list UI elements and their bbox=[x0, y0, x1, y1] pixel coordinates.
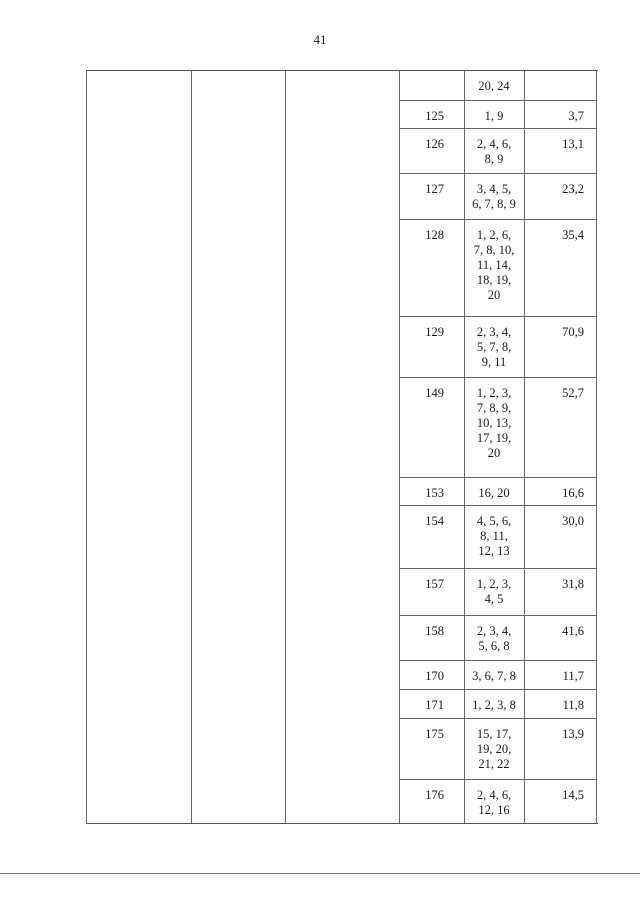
row-value: 31,8 bbox=[562, 577, 584, 591]
row-value-cell bbox=[524, 79, 596, 94]
column-divider bbox=[285, 71, 286, 823]
row-id-cell bbox=[400, 79, 464, 94]
table-row bbox=[400, 129, 597, 174]
row-value-cell bbox=[524, 109, 596, 124]
table-row bbox=[400, 317, 597, 378]
row-id: 157 bbox=[425, 577, 444, 591]
row-value: 11,8 bbox=[562, 698, 584, 712]
table-row bbox=[400, 101, 597, 129]
table-row bbox=[400, 616, 597, 661]
table-row bbox=[400, 506, 597, 569]
row-value: 70,9 bbox=[562, 325, 584, 339]
row-value: 16,6 bbox=[562, 486, 584, 500]
row-id: 158 bbox=[425, 624, 444, 638]
table-row bbox=[400, 478, 597, 506]
table-row bbox=[400, 71, 597, 101]
row-value: 14,5 bbox=[562, 788, 584, 802]
table-row bbox=[400, 661, 597, 690]
row-id-cell bbox=[400, 137, 464, 152]
table-row bbox=[400, 569, 597, 616]
page-number: 41 bbox=[313, 32, 327, 47]
row-value: 3,7 bbox=[568, 109, 584, 123]
row-value: 30,0 bbox=[562, 514, 584, 528]
row-id-cell bbox=[400, 228, 464, 243]
footer-rule bbox=[0, 873, 640, 874]
table-row bbox=[400, 220, 597, 317]
row-id: 149 bbox=[425, 386, 444, 400]
column-divider bbox=[191, 71, 192, 823]
row-number-list: 3, 4, 5, 6, 7, 8, 9 bbox=[472, 182, 516, 211]
row-number-list: 3, 6, 7, 8 bbox=[472, 669, 516, 683]
row-id-cell bbox=[400, 109, 464, 124]
row-number-list: 2, 4, 6, 12, 16 bbox=[476, 788, 512, 817]
table-row bbox=[400, 690, 597, 719]
row-value-cell bbox=[524, 325, 596, 340]
table-row bbox=[400, 719, 597, 780]
row-number-list: 15, 17, 19, 20, 21, 22 bbox=[476, 727, 512, 771]
row-value: 41,6 bbox=[562, 624, 584, 638]
row-id-cell bbox=[400, 727, 464, 742]
row-value: 52,7 bbox=[562, 386, 584, 400]
row-value-cell bbox=[524, 182, 596, 197]
row-value: 13,9 bbox=[562, 727, 584, 741]
row-value-cell bbox=[524, 486, 596, 501]
row-id-cell bbox=[400, 624, 464, 639]
row-id: 170 bbox=[425, 669, 444, 683]
row-value-cell bbox=[524, 228, 596, 243]
table-row bbox=[400, 174, 597, 220]
row-number-list: 2, 3, 4, 5, 6, 8 bbox=[476, 624, 512, 653]
row-id: 128 bbox=[425, 228, 444, 242]
row-number-list: 1, 2, 3, 4, 5 bbox=[476, 577, 512, 606]
row-id: 175 bbox=[425, 727, 444, 741]
row-value: 11,7 bbox=[562, 669, 584, 683]
row-value-cell bbox=[524, 669, 596, 684]
row-id: 125 bbox=[425, 109, 444, 123]
row-id-cell bbox=[400, 486, 464, 501]
row-id: 129 bbox=[425, 325, 444, 339]
row-id-cell bbox=[400, 386, 464, 401]
row-number-list: 2, 4, 6, 8, 9 bbox=[476, 137, 512, 166]
row-number-list: 16, 20 bbox=[478, 486, 510, 500]
row-value: 23,2 bbox=[562, 182, 584, 196]
row-id-cell bbox=[400, 698, 464, 713]
row-value-cell bbox=[524, 137, 596, 152]
table-rows bbox=[400, 71, 597, 822]
row-number-list: 1, 9 bbox=[484, 109, 504, 123]
data-table bbox=[86, 70, 598, 824]
row-id-cell bbox=[400, 669, 464, 684]
table-row bbox=[400, 378, 597, 478]
row-id: 126 bbox=[425, 137, 444, 151]
row-value-cell bbox=[524, 727, 596, 742]
row-number-list: 20, 24 bbox=[478, 79, 510, 93]
row-id-cell bbox=[400, 182, 464, 197]
row-id: 176 bbox=[425, 788, 444, 802]
row-number-list: 1, 2, 3, 8 bbox=[472, 698, 516, 712]
row-number-list: 2, 3, 4, 5, 7, 8, 9, 11 bbox=[476, 325, 512, 369]
row-id: 154 bbox=[425, 514, 444, 528]
row-value-cell bbox=[524, 624, 596, 639]
row-value: 13,1 bbox=[562, 137, 584, 151]
row-value-cell bbox=[524, 514, 596, 529]
row-value-cell bbox=[524, 386, 596, 401]
row-number-list: 4, 5, 6, 8, 11, 12, 13 bbox=[476, 514, 512, 558]
row-id: 127 bbox=[425, 182, 444, 196]
table-row bbox=[400, 780, 597, 822]
row-value: 35,4 bbox=[562, 228, 584, 242]
row-value-cell bbox=[524, 698, 596, 713]
row-id-cell bbox=[400, 514, 464, 529]
row-id-cell bbox=[400, 788, 464, 803]
row-id: 153 bbox=[425, 486, 444, 500]
row-id-cell bbox=[400, 325, 464, 340]
row-number-list: 1, 2, 3, 7, 8, 9, 10, 13, 17, 19, 20 bbox=[476, 386, 512, 460]
row-value-cell bbox=[524, 577, 596, 592]
row-number-list: 1, 2, 6, 7, 8, 10, 11, 14, 18, 19, 20 bbox=[473, 228, 515, 302]
row-value-cell bbox=[524, 788, 596, 803]
row-id: 171 bbox=[425, 698, 444, 712]
row-id-cell bbox=[400, 577, 464, 592]
